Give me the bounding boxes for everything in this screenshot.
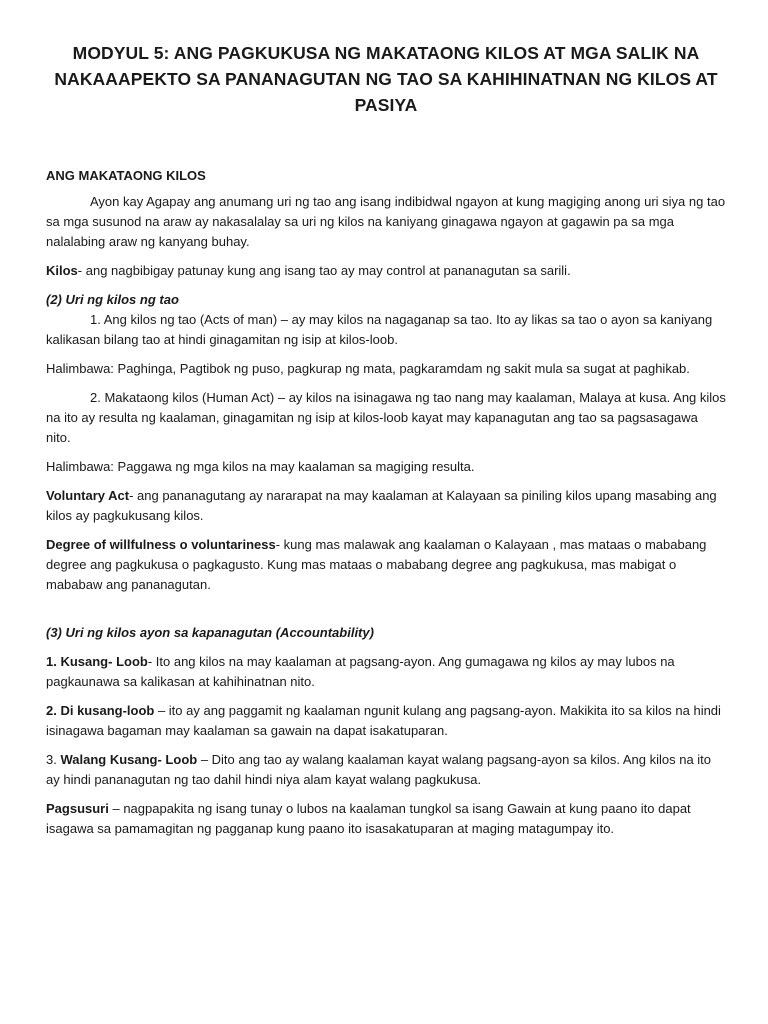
kusang-loob-text: - Ito ang kilos na may kaalaman at pagsang-ayon. Ang gumagawa ng kilos ay may lubos na pagkaunawa sa kalikasan at kahihinatnan nito. xyxy=(46,654,675,689)
degree-text: - kung mas malawak ang kaalaman o Kalayaan , mas mataas o mababang degree ang pagkukusa o pagkagusto. Kung mas mataas o mababang degree ang pagkukusa, mas mabigat o mababaw ang pananagutan. xyxy=(46,537,707,592)
intro-paragraph: Ayon kay Agapay ang anumang uri ng tao ang isang indibidwal ngayon at kung magiging anong uri siya ng tao sa mga susunod na araw ay nakasalalay sa uri ng kilos na kaniyang ginagawa ngayon at gagawin pa sa mga nalalabing araw ng kanyang buhay. xyxy=(46,194,726,249)
pagsusuri-text: – nagpapakita ng isang tunay o lubos na kaalaman tungkol sa isang Gawain at kung paano ito dapat isagawa sa pamamagitan ng pagganap kung paano ito isasakatuparan at maging matagumpay ito. xyxy=(46,801,691,836)
pagsusuri-term: Pagsusuri xyxy=(46,801,109,816)
human-act-example: Halimbawa: Paggawa ng mga kilos na may kaalaman sa magiging resulta. xyxy=(46,459,475,474)
walang-kusang-loob-number: 3. xyxy=(46,752,61,767)
di-kusang-loob-item xyxy=(46,701,726,741)
section-heading: ANG MAKATAONG KILOS xyxy=(46,168,206,183)
pagsusuri-definition xyxy=(46,799,726,839)
voluntary-act-definition xyxy=(46,486,726,526)
document-page xyxy=(46,40,726,848)
walang-kusang-loob-text: – Dito ang tao ay walang kaalaman kayat walang pagsang-ayon sa kilos. Ang kilos na ito ay hindi pananagutan ng tao dahil hindi niya alam kayat walang pagkukusa. xyxy=(46,752,712,787)
uri-ng-kilos-heading: (2) Uri ng kilos ng tao xyxy=(46,292,179,307)
voluntary-act-term: Voluntary Act xyxy=(46,488,130,503)
di-kusang-loob-term: 2. Di kusang-loob xyxy=(46,703,155,718)
kusang-loob-term: 1. Kusang- Loob xyxy=(46,654,148,669)
walang-kusang-loob-term: Walang Kusang- Loob xyxy=(60,752,198,767)
kusang-loob-item xyxy=(46,652,726,692)
acts-of-man-item: 1. Ang kilos ng tao (Acts of man) – ay may kilos na nagaganap sa tao. Ito ay likas sa tao o ayon sa kaniyang kalikasan bilang tao at hindi ginagamitan ng isip at kilos-loob. xyxy=(46,312,713,347)
degree-term: Degree of willfulness o voluntariness xyxy=(46,537,276,552)
accountability-heading: (3) Uri ng kilos ayon sa kapanagutan (Accountability) xyxy=(46,625,374,640)
di-kusang-loob-text: – ito ay ang paggamit ng kaalaman ngunit kulang ang pagsang-ayon. Makikita ito sa kilos na hindi isinagawa bagaman may kaalaman sa gawain na dapat isakatuparan. xyxy=(46,703,721,738)
human-act-item: 2. Makataong kilos (Human Act) – ay kilos na isinagawa ng tao nang may kaalaman, Malaya at kusa. Ang kilos na ito ay resulta ng kaalaman, ginagamitan ng isip at kilos-loob kayat may kapanagutan ang tao sa pagsasagawa nito. xyxy=(46,390,726,445)
voluntary-act-text: - ang pananagutang ay nararapat na may kaalaman at Kalayaan sa piniling kilos upang masabing ang kilos ay pagkukusang kilos. xyxy=(46,488,717,523)
walang-kusang-loob-item xyxy=(46,750,726,790)
acts-of-man-example: Halimbawa: Paghinga, Pagtibok ng puso, pagkurap ng mata, pagkaramdam ng sakit mula sa sugat at paghikab. xyxy=(46,361,690,376)
kilos-text: - ang nagbibigay patunay kung ang isang tao ay may control at pananagutan sa sarili. xyxy=(77,263,571,278)
module-title: MODYUL 5: ANG PAGKUKUSA NG MAKATAONG KILOS AT MGA SALIK NA NAKAAAPEKTO SA PANANAGUTAN NG TAO SA KAHIHINATNAN NG KILOS AT PASIYA xyxy=(54,43,718,115)
kilos-term: Kilos xyxy=(46,263,78,278)
kilos-definition xyxy=(46,261,726,281)
degree-definition xyxy=(46,535,726,595)
